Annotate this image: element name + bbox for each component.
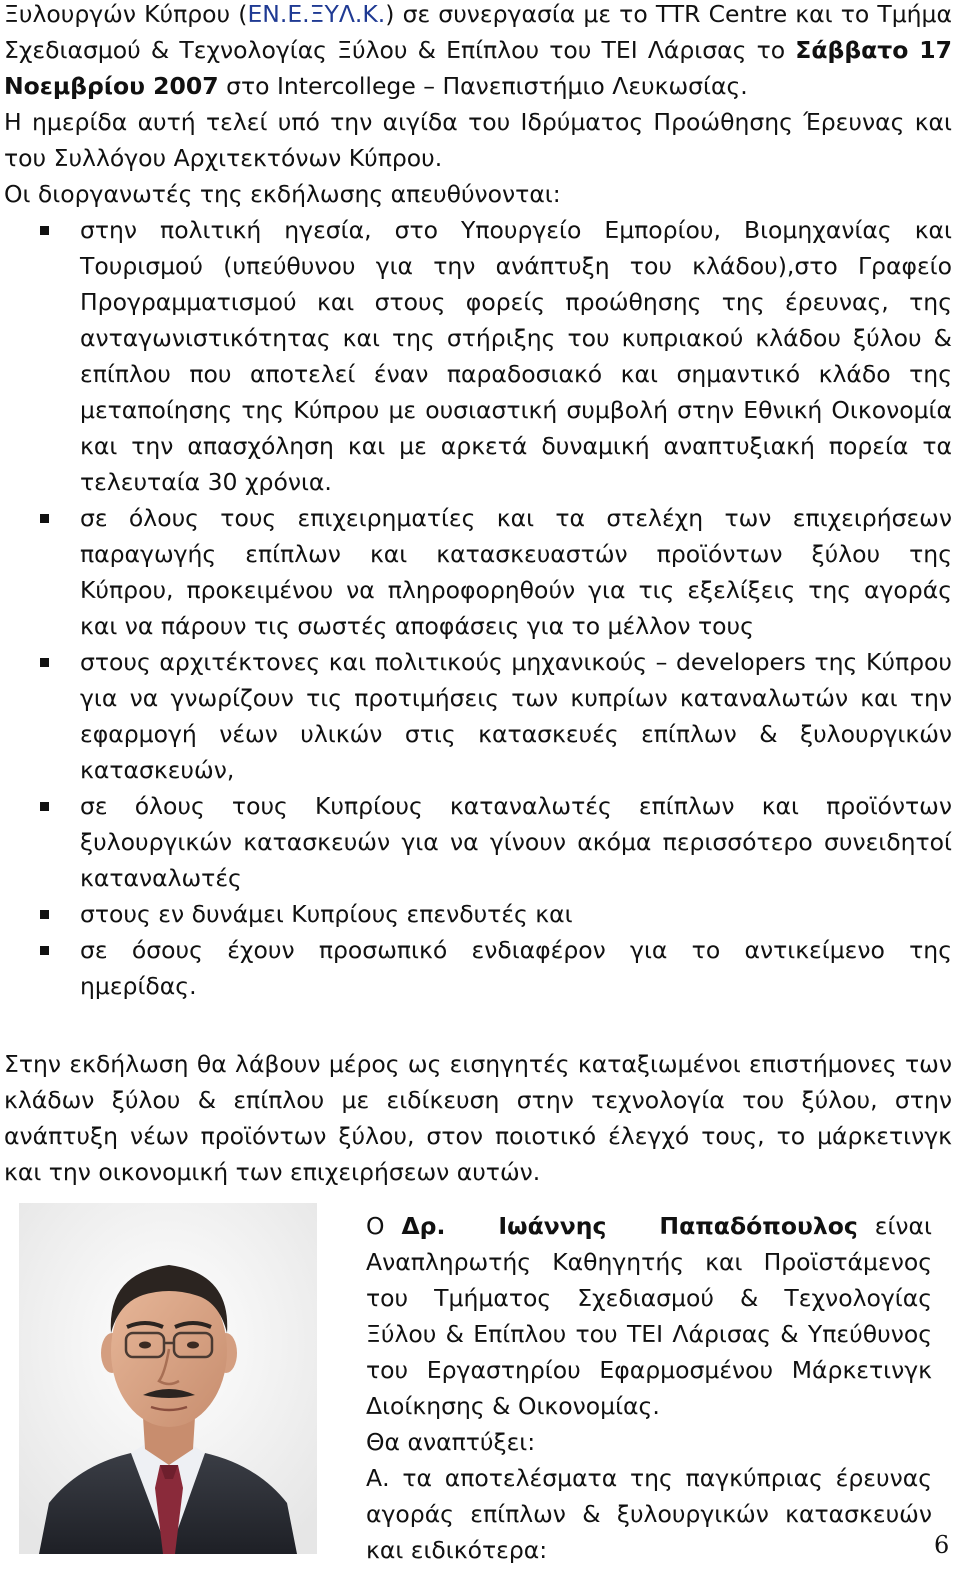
bullet-text-line: μεταποίησης της Κύπρου με ουσιαστική συμβολή στην Εθνική Οικονομία <box>80 396 952 424</box>
bio-text-line: αγοράς επίπλων & ξυλουργικών κατασκευών <box>366 1500 932 1528</box>
intro-text: Σχεδιασμού & Τεχνολογίας Ξύλου & Επίπλου του ΤΕΙ Λάρισας το <box>4 36 796 64</box>
bullet-text-line: Κύπρου, προκειμένου να πληροφορηθούν για τις εξελίξεις της αγοράς <box>80 576 952 604</box>
bullet-text-line: σε όσους έχουν προσωπικό ενδιαφέρον για το αντικείμενο της <box>80 936 952 964</box>
bullet-text-line: ανταγωνιστικότητας και της στήριξης του κυπριακού κλάδου ξύλου & <box>80 324 952 352</box>
bullet-text-line: σε όλους τους Κυπρίους καταναλωτές επίπλων και προϊόντων <box>80 792 952 820</box>
portrait-illustration <box>19 1203 317 1554</box>
bio-text-line: του Τμήματος Σχεδιασμού & Τεχνολογίας <box>366 1284 932 1312</box>
bullet-text-line: εφαρμογή νέων υλικών στις κατασκευές επίπλων & ξυλουργικών <box>80 720 952 748</box>
bullet-marker <box>40 514 49 523</box>
bio-text-line: Ξύλου & Επίπλου του ΤΕΙ Λάρισας & Υπεύθυνος <box>366 1320 932 1348</box>
intro-text: στο Intercollege – Πανεπιστήμιο Λευκωσίας. <box>218 72 748 100</box>
intro-line-3 <box>4 68 952 104</box>
bullet-text-line: στους αρχιτέκτονες και πολιτικούς μηχανικούς – developers της Κύπρου <box>80 648 952 676</box>
bullet-text-line: και την απασχόληση και με αρκετά δυναμική αναπτυξιακή πορεία τα <box>80 432 952 460</box>
bullet-text-line: σε όλους τους επιχειρηματίες και τα στελέχη των επιχειρήσεων <box>80 504 952 532</box>
bullet-text-line: ξυλουργικών κατασκευών για να γίνουν ακόμα περισσότερο συνειδητοί <box>80 828 952 856</box>
org-abbrev-link[interactable]: ΕΝ.Ε.ΞΥΛ.Κ. <box>247 0 386 28</box>
bullet-marker <box>40 226 49 235</box>
speakers-line-1: Στην εκδήλωση θα λάβουν μέρος ως εισηγητές καταξιωμένοι επιστήμονες των <box>4 1050 952 1078</box>
speakers-line-4: και την οικονομική των επιχειρήσεων αυτών. <box>4 1158 541 1186</box>
event-date-bold: Σάββατο 17 <box>795 36 952 64</box>
bio-line-1 <box>366 1208 932 1244</box>
speakers-line-2: κλάδων ξύλου & επίπλου με ειδίκευση στην τεχνολογία του ξύλου, στην <box>4 1086 952 1114</box>
intro-line-2 <box>4 32 952 68</box>
bio-text-line: Διοίκησης & Οικονομίας. <box>366 1392 660 1420</box>
intro-line-1 <box>4 0 952 32</box>
bio-text-line: και ειδικότερα: <box>366 1536 548 1564</box>
bullet-text-line: στους εν δυνάμει Κυπρίους επενδυτές και <box>80 900 573 928</box>
bullet-marker <box>40 910 49 919</box>
bio-text-line: Θα αναπτύξει: <box>366 1428 536 1456</box>
bio-prefix: Ο <box>366 1212 385 1240</box>
intro-line-4: Η ημερίδα αυτή τελεί υπό την αιγίδα του Ιδρύματος Προώθησης Έρευνας και <box>4 108 952 136</box>
intro-line-5: του Συλλόγου Αρχιτεκτόνων Κύπρου. <box>4 144 443 172</box>
bio-suffix: είναι <box>874 1212 932 1240</box>
bullet-marker <box>40 658 49 667</box>
bullet-text-line: Προγραμματισμού και στους φορείς προώθησης της έρευνας, της <box>80 288 952 316</box>
bio-text-line: του Εργαστηρίου Εφαρμοσμένου Μάρκετινγκ <box>366 1356 932 1384</box>
bullet-text-line: ημερίδας. <box>80 972 197 1000</box>
bullet-text-line: κατασκευών, <box>80 756 235 784</box>
event-date-bold: Νοεμβρίου 2007 <box>4 72 219 100</box>
page-number: 6 <box>934 1531 950 1559</box>
bullet-text-line: επίπλου που αποτελεί έναν παραδοσιακό και σημαντικό κλάδο της <box>80 360 952 388</box>
bullet-text-line: και να πάρουν τις σωστές αποφάσεις για το μέλλον τους <box>80 612 754 640</box>
bullet-marker <box>40 946 49 955</box>
bullet-text-line: τελευταία 30 χρόνια. <box>80 468 332 496</box>
bullet-text-line: καταναλωτές <box>80 864 242 892</box>
bio-text-line: Αναπληρωτής Καθηγητής και Προϊστάμενος <box>366 1248 932 1276</box>
speakers-line-3: ανάπτυξη νέων προϊόντων ξύλου, στον ποιοτικό έλεγχό τους, το μάρκετινγκ <box>4 1122 952 1150</box>
bio-text-line: Α. τα αποτελέσματα της παγκύπριας έρευνας <box>366 1464 932 1492</box>
speaker-name: Δρ. Ιωάννης Παπαδόπουλος <box>401 1212 858 1240</box>
speaker-portrait-photo <box>19 1203 317 1554</box>
bullet-text-line: παραγωγής επίπλων και κατασκευαστών προϊόντων ξύλου της <box>80 540 952 568</box>
bullet-text-line: στην πολιτική ηγεσία, στο Υπουργείο Εμπορίου, Βιομηχανίας και <box>80 216 952 244</box>
bullet-text-line: Τουρισμού (υπεύθυνου για την ανάπτυξη του κλάδου),στο Γραφείο <box>80 252 952 280</box>
intro-line-6: Οι διοργανωτές της εκδήλωσης απευθύνονται: <box>4 180 561 208</box>
intro-text: Ξυλουργών Κύπρου ( <box>4 0 248 28</box>
bullet-text-line: για να γνωρίζουν τις προτιμήσεις των κυπρίων καταναλωτών και την <box>80 684 952 712</box>
intro-text: ) σε συνεργασία με το TTR Centre και το Τμήμα <box>385 0 953 28</box>
bullet-marker <box>40 802 49 811</box>
